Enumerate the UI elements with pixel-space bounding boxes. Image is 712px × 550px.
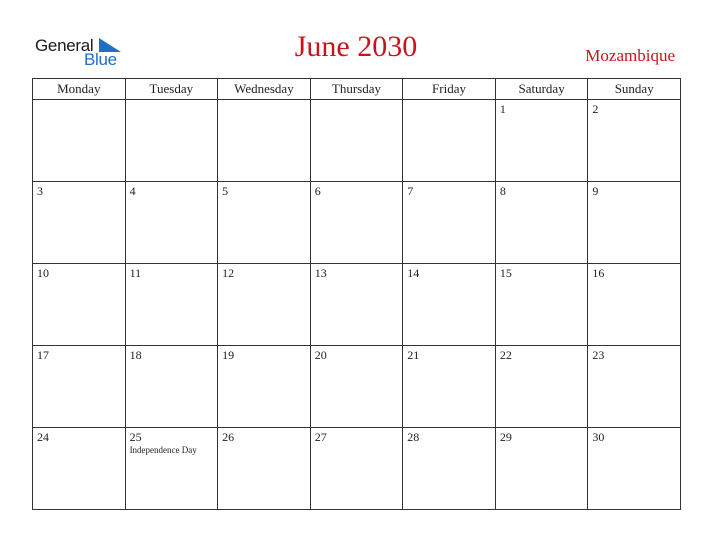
day-cell <box>588 100 681 182</box>
day-cell <box>495 346 588 428</box>
day-number: 30 <box>592 430 605 444</box>
day-cell <box>403 264 496 346</box>
week-row <box>33 264 681 346</box>
week-row <box>33 100 681 182</box>
day-number: 12 <box>222 266 235 280</box>
day-number: 16 <box>592 266 605 280</box>
week-row <box>33 346 681 428</box>
weekday-header: Sunday <box>588 79 681 100</box>
day-cell <box>310 264 403 346</box>
day-cell <box>218 346 311 428</box>
day-cell <box>125 264 218 346</box>
day-cell <box>218 182 311 264</box>
day-cell <box>588 346 681 428</box>
weekday-header-row <box>33 79 681 100</box>
day-number: 5 <box>222 184 229 198</box>
day-cell <box>588 264 681 346</box>
day-number: 3 <box>37 184 43 198</box>
day-number: 28 <box>407 430 420 444</box>
day-cell <box>495 264 588 346</box>
day-number: 22 <box>499 348 512 362</box>
day-cell <box>588 182 681 264</box>
day-cell <box>218 428 311 510</box>
day-cell <box>403 100 496 182</box>
day-cell <box>33 428 126 510</box>
day-number: 10 <box>37 266 49 280</box>
day-cell <box>310 346 403 428</box>
day-number: 6 <box>314 184 321 198</box>
weekday-header: Saturday <box>495 79 588 100</box>
day-number: 25 <box>129 430 142 444</box>
month-title: June 2030 <box>294 30 418 63</box>
day-cell <box>218 264 311 346</box>
day-number: 8 <box>499 184 506 198</box>
day-number: 17 <box>37 348 49 362</box>
day-number: 14 <box>407 266 420 280</box>
logo-blue-text: Blue <box>84 50 117 69</box>
country-name: Mozambique <box>585 46 675 65</box>
day-cell <box>403 428 496 510</box>
day-number: 9 <box>592 184 599 198</box>
day-number: 1 <box>499 102 506 116</box>
day-cell <box>495 428 588 510</box>
day-cell <box>310 428 403 510</box>
day-cell <box>125 182 218 264</box>
week-row <box>33 428 681 510</box>
week-row <box>33 182 681 264</box>
day-number: 2 <box>592 102 599 116</box>
day-cell <box>403 346 496 428</box>
day-number: 19 <box>222 348 235 362</box>
day-cell <box>310 100 403 182</box>
day-cell <box>125 428 218 510</box>
weekday-header: Thursday <box>310 79 403 100</box>
day-number: 18 <box>129 348 142 362</box>
day-cell <box>310 182 403 264</box>
day-cell <box>33 346 126 428</box>
day-number: 15 <box>499 266 512 280</box>
day-number: 26 <box>222 430 235 444</box>
weekday-header: Monday <box>33 79 126 100</box>
day-cell <box>495 100 588 182</box>
day-number: 24 <box>37 430 49 444</box>
day-cell <box>33 100 126 182</box>
day-number: 27 <box>314 430 327 444</box>
day-number: 7 <box>407 184 414 198</box>
day-cell <box>495 182 588 264</box>
day-number: 11 <box>129 266 142 280</box>
day-number: 21 <box>407 348 420 362</box>
day-number: 20 <box>314 348 327 362</box>
day-number: 13 <box>314 266 327 280</box>
day-cell <box>403 182 496 264</box>
day-cell <box>218 100 311 182</box>
holiday-label: Independence Day <box>129 445 197 455</box>
day-cell <box>125 346 218 428</box>
day-number: 23 <box>592 348 605 362</box>
logo-general-text: General <box>35 36 94 55</box>
day-cell <box>125 100 218 182</box>
day-cell <box>33 182 126 264</box>
day-number: 4 <box>129 184 136 198</box>
weekday-header: Wednesday <box>218 79 311 100</box>
day-number: 29 <box>499 430 512 444</box>
day-cell <box>588 428 681 510</box>
weekday-header: Tuesday <box>125 79 218 100</box>
weekday-header: Friday <box>403 79 496 100</box>
calendar-grid <box>32 78 681 510</box>
day-cell <box>33 264 126 346</box>
